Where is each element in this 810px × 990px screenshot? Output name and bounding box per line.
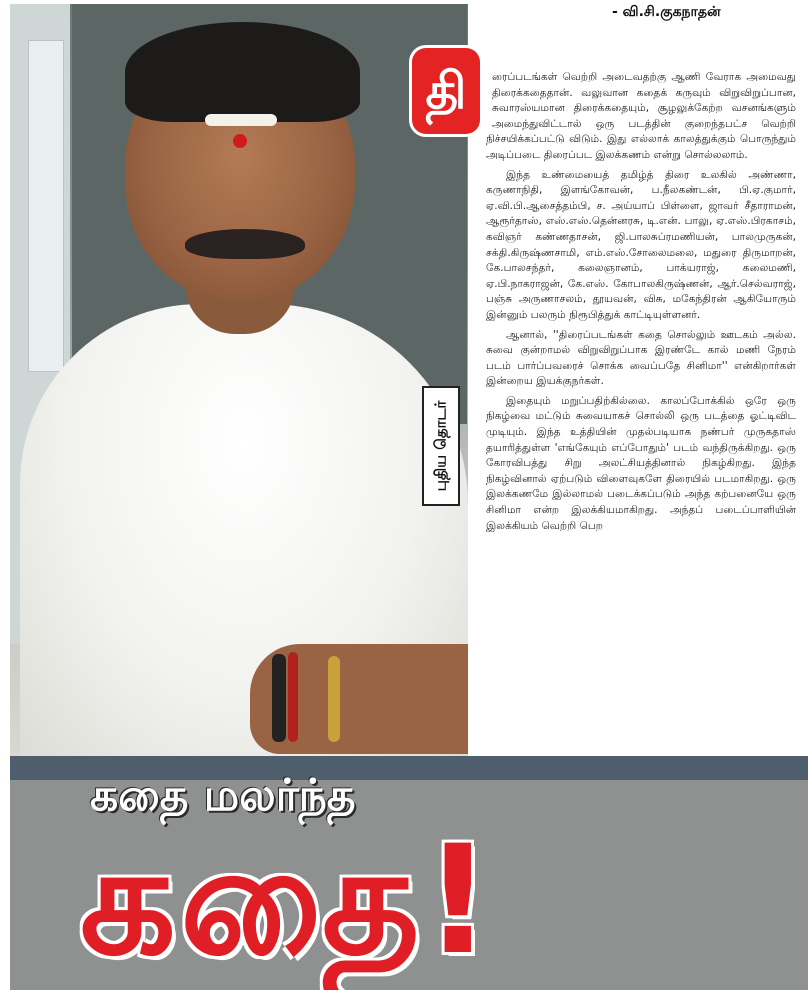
photo-wrist-band-red xyxy=(288,652,298,742)
photo-forehead-mark xyxy=(205,114,277,126)
headline-line1: கதை மலர்ந்த xyxy=(90,770,356,821)
series-tag-label: புதிய தொடர் xyxy=(431,400,449,492)
photo-wall-poster xyxy=(28,40,64,372)
article-paragraph: ஆனால், ''திரைப்படங்கள் கதை சொல்லும் ஊடகம் அல்ல. சுவை குன்றாமல் விறுவிறுப்பாக இரண்டே கால் மணி நேரம் படம் பார்ப்பவரைச் சொக்க வைப்பதே சினிமா'' என்கிறார்கள் இன்றைய இயக்குநர்கள். xyxy=(486,328,796,388)
drop-cap-logo: தி xyxy=(412,48,480,134)
article-paragraph: இந்த உண்மையைத் தமிழ்த் திரை உலகில் அண்ணா, கருணாநிதி, இளங்கோவன், ப.நீலகண்டன், பி.ஏ.குமார், ஏ.வி.பி.ஆசைத்தம்பி, ச. அய்யாப் பிள்ளை, ஜாவர் சீதாராமன், ஆரூர்தாஸ், எஸ்.எஸ்.தென்னரசு, டி.என். பாலு, ஏ.எஸ்.பிரகாசம், கவிஞர் கண்ணதாசன், ஜி.பாலசுப்ரமணியன், பாலமுருகன், சக்தி.கிருஷ்ணசாமி, எம்.எஸ்.சோலைமலை, மதுரை திருமாறன், கே.பாலசந்தர், கலைஞானம், பாக்யராஜ், கலைமணி, ஏ.பி.நாகராஜன், கே.எஸ். கோபாலகிருஷ்ணன், ஆர்.செல்வராஜ், பஞ்சு அருணாசலம், தூயவன், விசு, மகேந்திரன் ஆகியோரும் இன்னும் பலரும் நிரூபித்துக் காட்டியுள்ளனர். xyxy=(486,168,796,321)
photo-wrist-band-black xyxy=(272,654,286,742)
portrait-photo xyxy=(10,4,468,756)
photo-hair xyxy=(125,22,360,122)
article-body xyxy=(486,70,796,752)
series-tag xyxy=(422,386,460,506)
article-paragraph: ரைப்படங்கள் வெற்றி அடைவதற்கு ஆணி வேராக அமைவது திரைக்கதைதான். வலுவான கதைக் கருவும் விறுவிறுப்பான, சுவாரஸ்யமான திரைக்கதையும், சூழலுக்கேற்ற வசனங்களும் அமைந்துவிட்டால் ஒரு படத்தின் குறைந்தபட்ச வெற்றி நிச்சயிக்கப்பட்டு விடும். இது எல்லாக் காலத்துக்கும் பொருந்தும் அடிப்படை திரைப்பட இலக்கணம் என்று சொல்லலாம். xyxy=(486,71,796,161)
author-byline: - வி.சி.குகநாதன் xyxy=(612,4,721,20)
article-paragraph: இதையும் மறுப்பதிற்கில்லை. காலப்போக்கில் ஒரே ஒரு நிகழ்வை மட்டும் சுவையாகச் சொல்லி ஒரு படத்தை ஓட்டிவிட முடியும். இந்த உத்தியின் முதல்படியாக நண்பர் முருகதாஸ் தயாரித்துள்ள 'எங்கேயும் எப்போதும்' படம் வந்திருக்கிறது. ஒரு கோரவிபத்து சிறு அலட்சியத்தினால் நிகழ்கிறது. இந்த நிகழ்வினால் ஏற்படும் விளைவுகளே திரையில் படமாகிறது. ஒரு இலக்கணமே இல்லாமல் படைக்கப்படும் அந்த கற்பனையே ஒரு சினிமா என்ற இலக்கியமாகிறது. அந்தப் படைப்பாளியின் இலக்கியம் வெற்றி பெற xyxy=(486,394,796,532)
photo-gold-bangle xyxy=(328,656,340,742)
photo-tilak xyxy=(233,134,247,148)
headline-main: கதை! xyxy=(80,814,497,988)
photo-moustache xyxy=(185,229,305,259)
